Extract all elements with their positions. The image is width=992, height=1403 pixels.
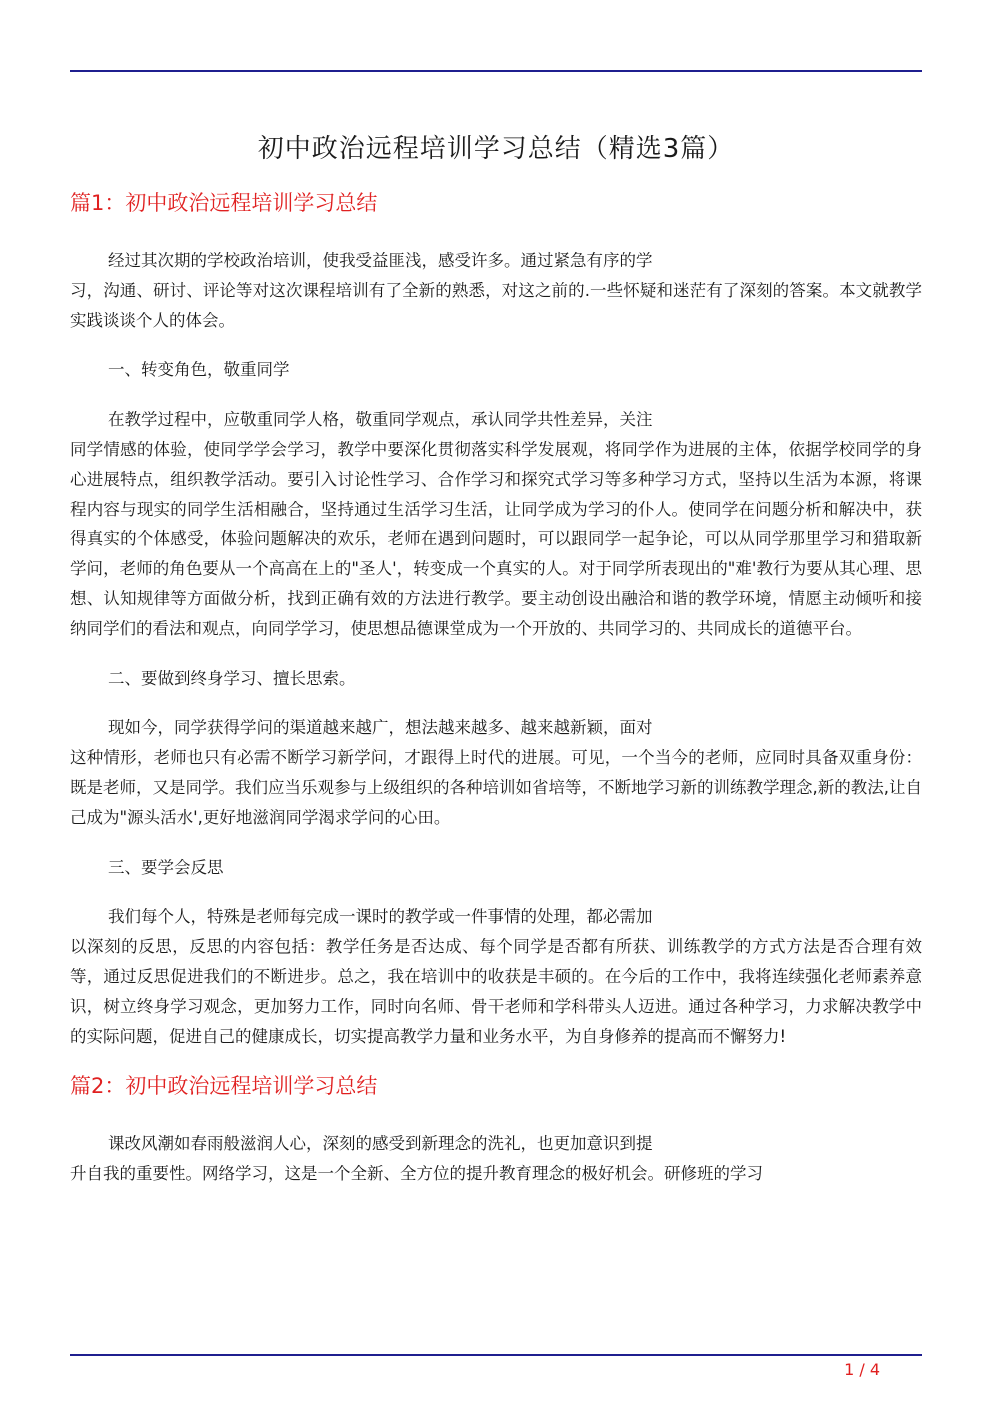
paragraph-first-line: 课改风潮如春雨般滋润人心，深刻的感受到新理念的洗礼，也更加意识到提: [108, 1134, 653, 1154]
paragraph: [70, 1129, 922, 1189]
paragraph-body: 以深刻的反思，反思的内容包括：教学任务是否达成、每个同学是否都有所获、训练教学的方式方法是否合理有效等，通过反思促进我们的不断进步。总之，我在培训中的收获是丰硕的。在今后的工作中，我将连续强化老师素养意识，树立终身学习观念，更加努力工作，同时向名师、骨干老师和学科带头人迈进。通过各种学习，力求解决教学中的实际问题，促进自己的健康成长，切实提高教学力量和业务水平，为自身修养的提高而不懈努力!: [70, 937, 922, 1046]
page-title: 初中政治远程培训学习总结（精选3篇）: [257, 134, 735, 164]
paragraph-first-line: 在教学过程中，应敬重同学人格，敬重同学观点，承认同学共性差异，关注: [108, 410, 653, 430]
paragraph-body: 同学情感的体验，使同学学会学习，教学中要深化贯彻落实科学发展观，将同学作为进展的主体，依据学校同学的身心进展特点，组织教学活动。要引入讨论性学习、合作学习和探究式学习等多种学习方式，坚持以生活为本源，将课程内容与现实的同学生活相融合，坚持通过生活学习生活，让同学成为学习的仆人。使同学在问题分析和解决中，获得真实的个体感受，体验问题解决的欢乐，老师在遇到问题时，可以跟同学一起争论，可以从同学那里学习和猎取新学问，老师的角色要从一个高高在上的"圣人'，转变成一个真实的人。对于同学所表现出的"难'教行为要从其心理、思想、认知规律等方面做分析，找到正确有效的方法进行教学。要主动创设出融洽和谐的教学环境，情愿主动倾听和接纳同学们的看法和观点，向同学学习，使思想品德课堂成为一个开放的、共同学习的、共同成长的道德平台。: [70, 439, 922, 638]
paragraph-body: 习，沟通、研讨、评论等对这次课程培训有了全新的熟悉，对这之前的.一些怀疑和迷茫有了深刻的答案。本文就教学实践谈谈个人的体会。: [70, 280, 922, 330]
footer-rule: [70, 1354, 922, 1356]
subheading: 一、转变角色，敬重同学: [108, 360, 290, 380]
document-body: [70, 188, 922, 1209]
paragraph-first-line: 现如今，同学获得学问的渠道越来越广，想法越来越多、越来越新颖，面对: [108, 718, 653, 738]
page-number: 1 / 4: [844, 1360, 880, 1379]
paragraph: [70, 713, 922, 832]
paragraph: [70, 405, 922, 643]
paragraph: [70, 902, 922, 1051]
paragraph-body: 这种情形，老师也只有必需不断学习新学问，才跟得上时代的进展。可见，一个当今的老师，应同时具备双重身份：既是老师，又是同学。我们应当乐观参与上级组织的各种培训如省培等，不断地学习新的训练教学理念,新的教法,让自己成为"源头活水',更好地滋润同学渴求学问的心田。: [70, 748, 922, 827]
section-heading-2: 篇2：初中政治远程培训学习总结: [70, 1074, 378, 1099]
subheading: 二、要做到终身学习、擅长思索。: [108, 668, 356, 688]
paragraph-first-line: 经过其次期的学校政治培训，使我受益匪浅，感受许多。通过紧急有序的学: [108, 251, 653, 270]
section-heading-1: 篇1：初中政治远程培训学习总结: [70, 191, 378, 215]
paragraph-body: 升自我的重要性。网络学习，这是一个全新、全方位的提升教育理念的极好机会。研修班的学习: [70, 1164, 763, 1184]
header-rule: [70, 70, 922, 72]
paragraph-first-line: 我们每个人，特殊是老师每完成一课时的教学或一件事情的处理，都必需加: [108, 907, 653, 927]
paragraph: [70, 246, 922, 335]
subheading: 三、要学会反思: [108, 857, 224, 877]
